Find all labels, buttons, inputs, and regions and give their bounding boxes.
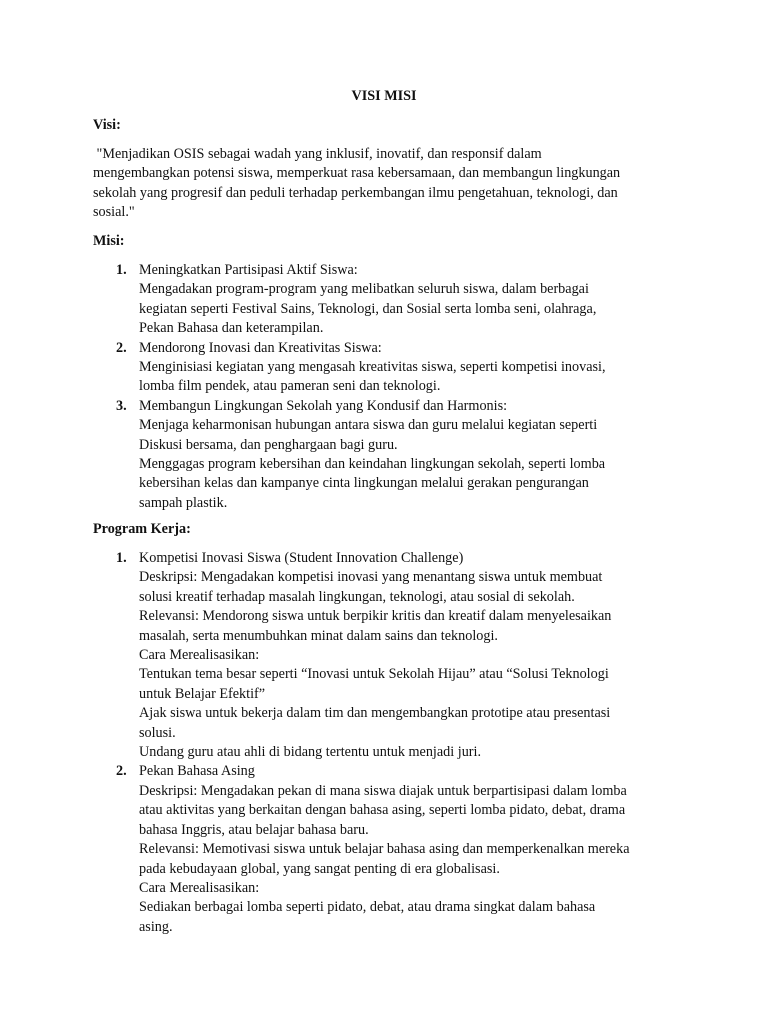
- misi-line: Mengadakan program-program yang melibatkan seluruh siswa, dalam berbagai: [139, 281, 589, 298]
- misi-line: Mendorong Inovasi dan Kreativitas Siswa:: [139, 339, 382, 356]
- visi-heading: Visi:: [93, 117, 121, 133]
- program-line: Cara Merealisasikan:: [139, 879, 260, 896]
- misi-line: lomba film pendek, atau pameran seni dan teknologi.: [139, 378, 441, 395]
- program-kerja-heading: Program Kerja:: [93, 521, 191, 537]
- visi-paragraph: [93, 145, 693, 223]
- misi-line: Menjaga keharmonisan hubungan antara siswa dan guru melalui kegiatan seperti: [139, 417, 598, 434]
- program-line: solusi.: [139, 724, 176, 741]
- program-line: Undang guru atau ahli di bidang tertentu untuk menjadi juri.: [139, 744, 481, 761]
- visi-line: sosial.": [93, 204, 135, 221]
- program-line: Relevansi: Mendorong siswa untuk berpikir kritis dan kreatif dalam menyelesaikan: [139, 608, 612, 625]
- program-line: atau aktivitas yang berkaitan dengan bahasa asing, seperti lomba pidato, debat, drama: [139, 802, 626, 819]
- visi-line: "Menjadikan OSIS sebagai wadah yang inklusif, inovatif, dan responsif dalam: [93, 146, 542, 162]
- program-line: pada kebudayaan global, yang sangat penting di era globalisasi.: [139, 860, 500, 877]
- misi-line: Membangun Lingkungan Sekolah yang Kondusif dan Harmonis:: [139, 397, 508, 414]
- program-line: Deskripsi: Mengadakan kompetisi inovasi yang menantang siswa untuk membuat: [139, 569, 603, 586]
- list-number: 2.: [116, 763, 127, 780]
- program-line: Ajak siswa untuk bekerja dalam tim dan mengembangkan prototipe atau presentasi: [139, 705, 611, 722]
- program-line: solusi kreatif terhadap masalah lingkungan, teknologi, atau sosial di sekolah.: [139, 588, 575, 605]
- program-line: Sediakan berbagai lomba seperti pidato, debat, atau drama singkat dalam bahasa: [139, 899, 596, 916]
- misi-line: kegiatan seperti Festival Sains, Teknologi, dan Sosial serta lomba seni, olahraga,: [139, 300, 597, 317]
- list-number: 1.: [116, 550, 127, 566]
- misi-line: sampah plastik.: [139, 494, 228, 511]
- misi-list: [93, 261, 693, 513]
- misi-line: Meningkatkan Partisipasi Aktif Siswa:: [139, 262, 358, 278]
- misi-line: Menggagas program kebersihan dan keindahan lingkungan sekolah, seperti lomba: [139, 456, 606, 473]
- list-number: 1.: [116, 262, 127, 278]
- misi-line: Menginisiasi kegiatan yang mengasah kreativitas siswa, seperti kompetisi inovasi,: [139, 359, 606, 376]
- list-number: 3.: [116, 397, 127, 414]
- visi-line: mengembangkan potensi siswa, memperkuat rasa kebersamaan, dan membangun lingkungan: [93, 165, 621, 182]
- misi-item: [93, 339, 693, 397]
- program-item: [93, 549, 693, 762]
- program-kerja-list: [93, 549, 693, 937]
- program-line: Tentukan tema besar seperti “Inovasi untuk Sekolah Hijau” atau “Solusi Teknologi: [139, 666, 609, 683]
- program-item: [93, 762, 693, 937]
- program-line: masalah, serta menumbuhkan minat dalam sains dan teknologi.: [139, 627, 498, 644]
- program-line: asing.: [139, 918, 173, 935]
- list-number: 2.: [116, 339, 127, 356]
- program-line: Kompetisi Inovasi Siswa (Student Innovation Challenge): [139, 550, 464, 566]
- page-title: VISI MISI: [351, 88, 417, 104]
- program-line: bahasa Inggris, atau belajar bahasa baru.: [139, 821, 369, 838]
- program-line: Cara Merealisasikan:: [139, 647, 260, 664]
- visi-line: sekolah yang progresif dan peduli terhadap perkembangan ilmu pengetahuan, teknologi, dan: [93, 184, 618, 201]
- misi-line: Diskusi bersama, dan penghargaan bagi guru.: [139, 436, 398, 453]
- misi-heading: Misi:: [93, 233, 125, 249]
- misi-item: [93, 397, 693, 513]
- misi-line: Pekan Bahasa dan keterampilan.: [139, 320, 324, 337]
- program-line: Pekan Bahasa Asing: [139, 763, 255, 780]
- program-line: Relevansi: Memotivasi siswa untuk belajar bahasa asing dan memperkenalkan mereka: [139, 841, 630, 858]
- misi-item: [93, 261, 693, 339]
- program-line: untuk Belajar Efektif”: [139, 685, 266, 702]
- misi-line: kebersihan kelas dan kampanye cinta lingkungan melalui gerakan pengurangan: [139, 475, 589, 492]
- program-line: Deskripsi: Mengadakan pekan di mana siswa diajak untuk berpartisipasi dalam lomba: [139, 782, 627, 799]
